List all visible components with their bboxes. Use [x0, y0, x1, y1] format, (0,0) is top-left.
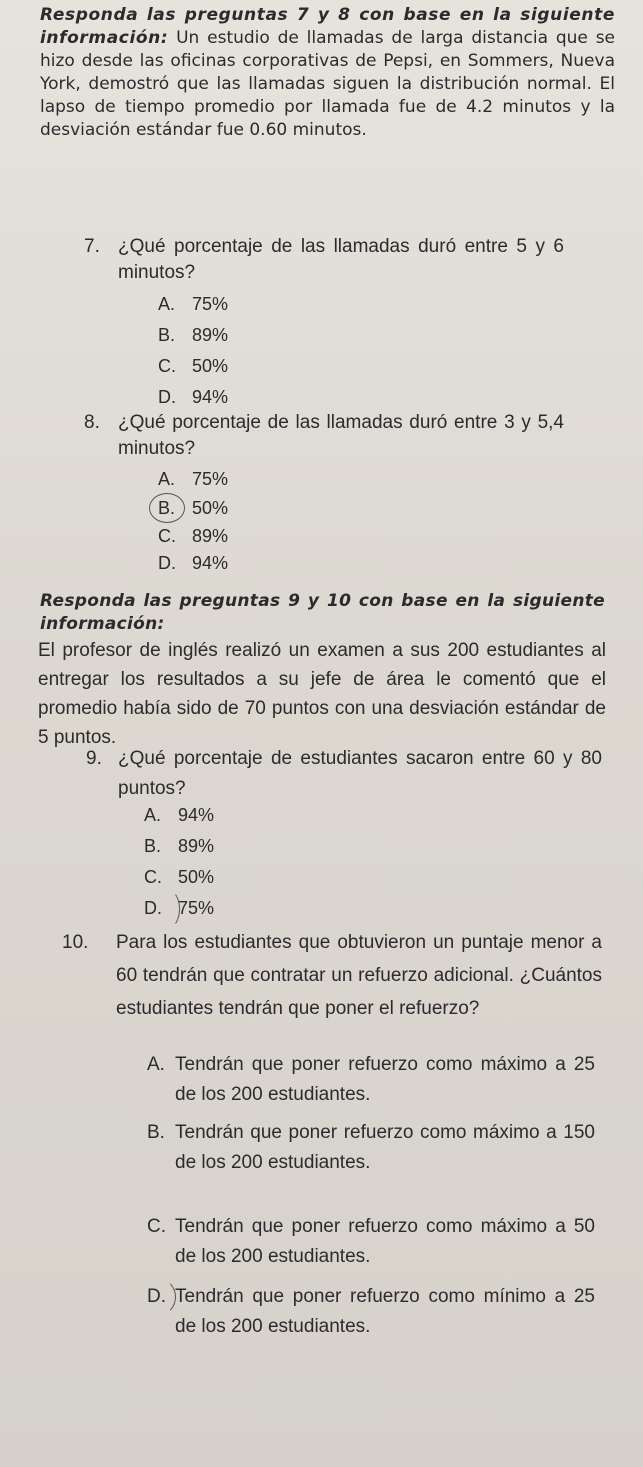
option-letter: C.: [158, 356, 176, 376]
option-text: 75%: [178, 898, 215, 918]
question-10-option-c[interactable]: [147, 1212, 595, 1272]
question-7-option-c[interactable]: [158, 354, 228, 378]
option-letter: D.: [158, 387, 176, 407]
question-9-text: ¿Qué porcentaje de estudiantes sacaron entre 60 y 80 puntos?: [118, 748, 602, 799]
option-letter: A.: [144, 805, 162, 825]
answer-circle-mark: [158, 890, 180, 928]
question-9-option-b[interactable]: [144, 834, 214, 858]
option-letter: C.: [144, 867, 162, 887]
section2-text: El profesor de inglés realizó un examen a sus 200 estudiantes al entregar los resultados a su jefe de área le comentó que el promedio había sido de 70 puntos con una desviación estándar de 5 puntos.: [38, 640, 606, 748]
question-7-text: ¿Qué porcentaje de las llamadas duró entre 5 y 6 minutos?: [118, 236, 564, 283]
option-text: 75%: [192, 469, 229, 489]
option-letter: C.: [158, 526, 176, 546]
question-8-number: 8.: [84, 412, 100, 433]
option-text: Tendrán que poner refuerzo como máximo a 25 de los 200 estudiantes.: [175, 1054, 595, 1105]
question-9-option-c[interactable]: [144, 865, 214, 889]
option-text: 94%: [192, 387, 229, 407]
question-9: [86, 744, 602, 804]
question-8-option-a[interactable]: [158, 467, 228, 491]
option-text: 89%: [192, 526, 229, 546]
question-7-option-d[interactable]: [158, 385, 228, 409]
question-10-number: 10.: [62, 932, 89, 953]
section2-lead: Responda las preguntas 9 y 10 con base en la siguiente información:: [40, 591, 605, 634]
option-text: 89%: [192, 325, 229, 345]
question-10: [62, 926, 602, 1025]
question-10-option-a[interactable]: [147, 1050, 595, 1110]
question-8-option-c[interactable]: [158, 524, 228, 548]
question-7-option-a[interactable]: [158, 292, 228, 316]
option-text: 75%: [192, 294, 229, 314]
option-text: Tendrán que poner refuerzo como máximo a 50 de los 200 estudiantes.: [175, 1216, 595, 1267]
question-9-option-a[interactable]: [144, 803, 214, 827]
question-8-option-d[interactable]: [158, 551, 228, 575]
answer-circle-mark: [149, 493, 185, 523]
option-letter: A.: [147, 1054, 165, 1075]
option-text: 50%: [192, 356, 229, 376]
option-letter: D.: [158, 553, 176, 573]
question-7-option-b[interactable]: [158, 323, 228, 347]
option-text: Tendrán que poner refuerzo como mínimo a 25 de los 200 estudiantes.: [175, 1286, 595, 1337]
option-letter: D.: [147, 1286, 166, 1307]
question-7: [84, 234, 564, 286]
question-7-number: 7.: [84, 236, 100, 257]
option-letter: B.: [144, 836, 162, 856]
question-8: [84, 410, 564, 462]
option-text: 50%: [192, 498, 229, 518]
option-text: Tendrán que poner refuerzo como máximo a 150 de los 200 estudiantes.: [175, 1122, 595, 1173]
section2-body: [38, 636, 606, 752]
question-10-text: Para los estudiantes que obtuvieron un puntaje menor a 60 tendrán que contratar un refuerzo adicional. ¿Cuántos estudiantes tendrán que poner el refuerzo?: [116, 932, 602, 1019]
option-text: 50%: [178, 867, 215, 887]
option-letter: B.: [158, 498, 176, 518]
option-letter: A.: [158, 294, 176, 314]
option-letter: C.: [147, 1216, 166, 1237]
option-text: 94%: [192, 553, 229, 573]
question-10-option-b[interactable]: [147, 1118, 595, 1178]
section1-text: Un estudio de llamadas de larga distancia que se hizo desde las oficinas corporativas de Pepsi, en Sommers, Nueva York, demostró que las llamadas siguen la distribución normal. El lapso de tiempo promedio por llamada fue de 4.2 minutos y la desviación estándar fue 0.60 minutos.: [40, 28, 616, 140]
option-text: 89%: [178, 836, 215, 856]
option-letter: B.: [147, 1122, 165, 1143]
option-letter: D.: [144, 898, 162, 918]
question-8-text: ¿Qué porcentaje de las llamadas duró entre 3 y 5,4 minutos?: [118, 412, 564, 459]
option-letter: A.: [158, 469, 176, 489]
option-letter: B.: [158, 325, 176, 345]
question-10-option-d[interactable]: [147, 1282, 595, 1342]
section1-lead: Responda las preguntas 7 y 8 con base en la siguiente información:: [40, 5, 615, 48]
question-9-number: 9.: [86, 748, 102, 769]
answer-circle-mark: [140, 1278, 176, 1316]
section1-intro: [40, 4, 615, 142]
option-text: 94%: [178, 805, 215, 825]
section2-intro: [40, 590, 605, 636]
